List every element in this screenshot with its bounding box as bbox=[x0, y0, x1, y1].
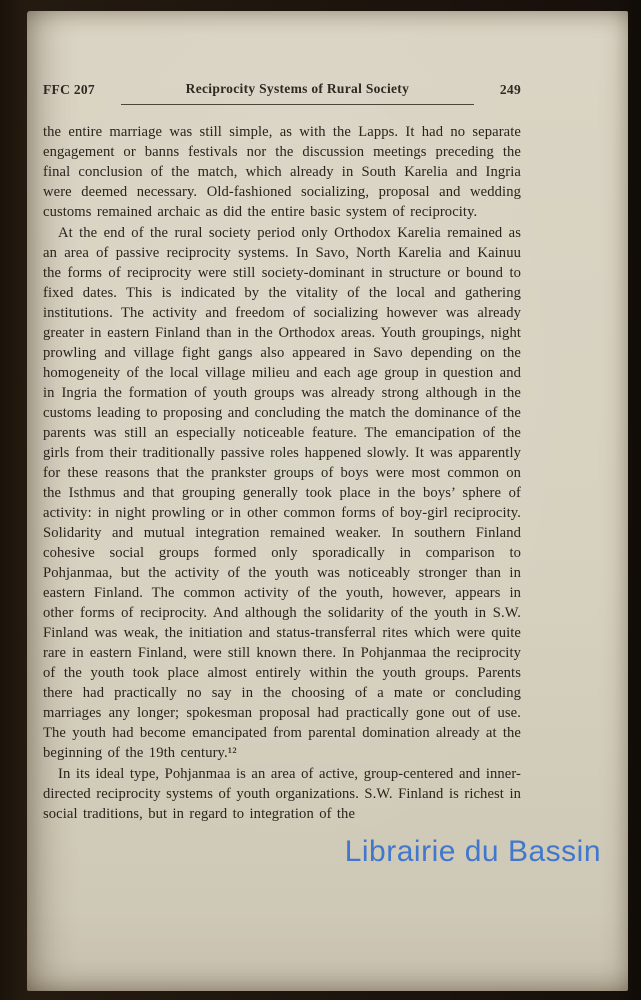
paragraph: At the end of the rural society period only Orthodox Karelia remained as an area of passive reciprocity systems. In Savo, North Karelia and Kainuu the forms of reciprocity were still society-dominant in structure or bound to fixed dates. This is indicated by the vitality of the local and gathering institutions. The activity and freedom of socializing however was already greater in eastern Finland than in the Orthodox areas. Youth groupings, night prowling and village fight gangs also appeared in Savo depending on the homogeneity of the local village milieu and each age group in question and in Ingria the formation of youth groups was already strong although in the customs leading to proposing and concluding the match the dominance of the parents was still an especially noticeable feature. The emancipation of the girls from their traditionally passive roles happened slowly. It was apparently for these reasons that the prankster groups of boys were most common on the Isthmus and that grouping generally took place in the boys’ sphere of activity: in night prowling or in other common forms of boy-girl reciprocity. Solidarity and mutual integration remained weaker. In southern Finland cohesive social groups formed only sporadically in comparison to Pohjanmaa, but the activity of the youth was noticeably stronger than in eastern Finland. The common activity of the youth, however, appears in other forms of reciprocity. And although the solidarity of the youth in S.W. Finland was weak, the initiation and status-transferral rites which were quite rare in eastern Finland, were still known there. In Pohjanmaa the reciprocity of the youth took place almost entirely within the youth groups. Parents there had practically no say in the choosing of a mate or concluding marriages any longer; spokesman proposal had practically gone out of use. The youth had become emancipated from parental domination already at the beginning of the 19th century.¹² bbox=[43, 225, 521, 761]
watermark-librairie-du-bassin: Librairie du Bassin bbox=[344, 835, 601, 868]
series-number: FFC 207 bbox=[43, 82, 95, 97]
body-text bbox=[43, 122, 521, 824]
paragraph: the entire marriage was still simple, as with the Lapps. It had no separate engagement or banns festivals nor the discussion meetings preceding the final conclusion of the match, which already in South Karelia and Ingria were deemed necessary. Old-fashioned socializing, proposal and wedding customs remained archaic as did the entire basic system of reciprocity. bbox=[43, 124, 521, 220]
page-number: 249 bbox=[499, 82, 521, 97]
running-title: Reciprocity Systems of Rural Society bbox=[121, 81, 474, 105]
book-page bbox=[27, 11, 628, 991]
running-head bbox=[43, 81, 521, 105]
paragraph: In its ideal type, Pohjanmaa is an area of active, group-centered and inner-directed reciprocity systems of youth organizations. S.W. Finland is richest in social traditions, but in regard to integration of the bbox=[43, 766, 521, 822]
